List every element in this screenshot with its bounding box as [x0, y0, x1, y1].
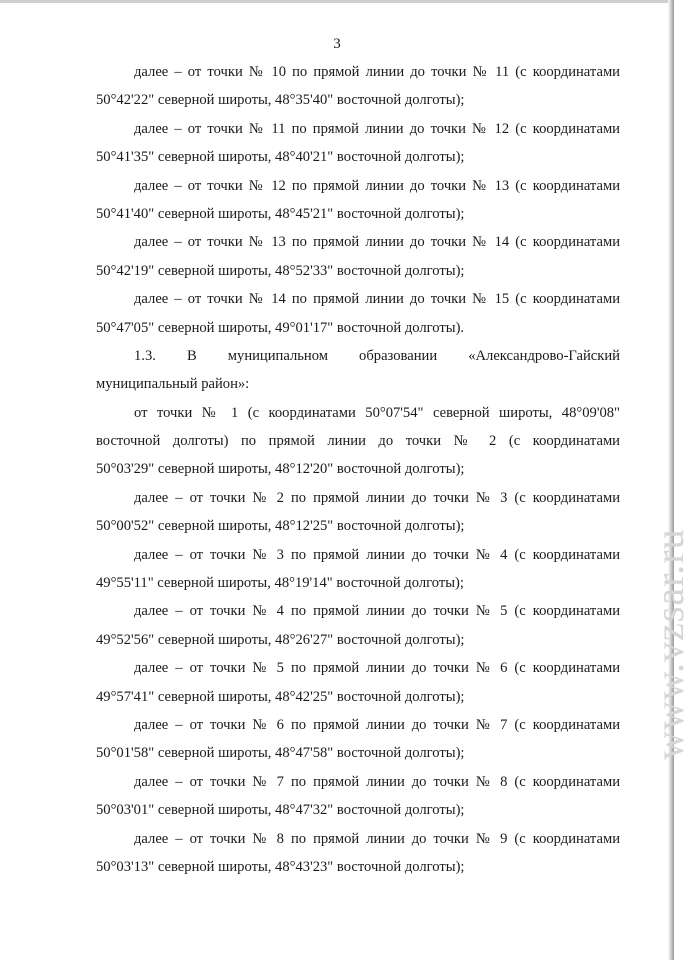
paragraph-line: 50°42'22" северной широты, 48°35'40" восточной долготы);	[96, 92, 465, 109]
paragraph	[96, 399, 620, 484]
paragraph	[96, 342, 620, 399]
watermark-text: www.vzsar.ru	[647, 528, 692, 760]
paragraph	[96, 654, 620, 711]
paragraph-line: далее – от точки № 4 по прямой линии до точки № 5 (с координатами	[134, 603, 620, 620]
document-body	[96, 58, 620, 881]
paragraph-line: 50°03'13" северной широты, 48°43'23" восточной долготы);	[96, 858, 465, 875]
paragraph-line: 50°01'58" северной широты, 48°47'58" восточной долготы);	[96, 745, 465, 762]
paragraph-line: 49°55'11" северной широты, 48°19'14" восточной долготы);	[96, 575, 464, 592]
paragraph-line: далее – от точки № 12 по прямой линии до точки № 13 (с координатами	[134, 177, 620, 194]
paragraph-line: далее – от точки № 13 по прямой линии до точки № 14 (с координатами	[134, 234, 620, 251]
paragraph-line: 50°00'52" северной широты, 48°12'25" восточной долготы);	[96, 518, 465, 535]
paragraph-line: 50°42'19" северной широты, 48°52'33" восточной долготы);	[96, 262, 465, 279]
paragraph-line: 50°41'40" северной широты, 48°45'21" восточной долготы);	[96, 205, 465, 222]
paragraph-line: далее – от точки № 14 по прямой линии до точки № 15 (с координатами	[134, 291, 620, 308]
paragraph-line: далее – от точки № 3 по прямой линии до точки № 4 (с координатами	[134, 546, 620, 563]
scan-edge-right	[668, 0, 674, 960]
paragraph	[96, 58, 620, 115]
paragraph-line: 50°03'29" северной широты, 48°12'20" восточной долготы);	[96, 461, 465, 478]
paragraph-line: 50°47'05" северной широты, 49°01'17" восточной долготы).	[96, 319, 465, 336]
paragraph	[96, 711, 620, 768]
paragraph	[96, 228, 620, 285]
paragraph-line: далее – от точки № 5 по прямой линии до точки № 6 (с координатами	[134, 660, 620, 677]
paragraph	[96, 172, 620, 229]
paragraph-line: муниципальный район»:	[96, 376, 250, 393]
paragraph	[96, 115, 620, 172]
paragraph-line: далее – от точки № 7 по прямой линии до точки № 8 (с координатами	[134, 773, 620, 790]
paragraph-line: от точки № 1 (с координатами 50°07'54" северной широты, 48°09'08"	[134, 404, 620, 421]
page-number: 3	[333, 36, 341, 52]
paragraph	[96, 285, 620, 342]
paragraph-line: далее – от точки № 2 по прямой линии до точки № 3 (с координатами	[134, 489, 620, 506]
paragraph-line: 50°41'35" северной широты, 48°40'21" восточной долготы);	[96, 149, 465, 166]
paragraph-line: далее – от точки № 8 по прямой линии до точки № 9 (с координатами	[134, 830, 620, 847]
paragraph-line: 50°03'01" северной широты, 48°47'32" восточной долготы);	[96, 802, 465, 819]
paragraph	[96, 484, 620, 541]
paragraph	[96, 825, 620, 882]
paragraph-line: 1.3. В муниципальном образовании «Александрово-Гайский	[134, 347, 620, 364]
paragraph-line: далее – от точки № 11 по прямой линии до точки № 12 (с координатами	[134, 120, 620, 137]
paragraph-line: восточной долготы) по прямой линии до точки № 2 (с координатами	[96, 433, 620, 450]
paragraph-line: 49°52'56" северной широты, 48°26'27" восточной долготы);	[96, 631, 465, 648]
paragraph	[96, 597, 620, 654]
paragraph-line: далее – от точки № 6 по прямой линии до точки № 7 (с координатами	[134, 716, 620, 733]
paragraph	[96, 768, 620, 825]
paragraph-line: 49°57'41" северной широты, 48°42'25" восточной долготы);	[96, 688, 465, 705]
paragraph	[96, 541, 620, 598]
scan-edge-top	[0, 0, 674, 3]
paragraph-line: далее – от точки № 10 по прямой линии до точки № 11 (с координатами	[134, 64, 620, 80]
